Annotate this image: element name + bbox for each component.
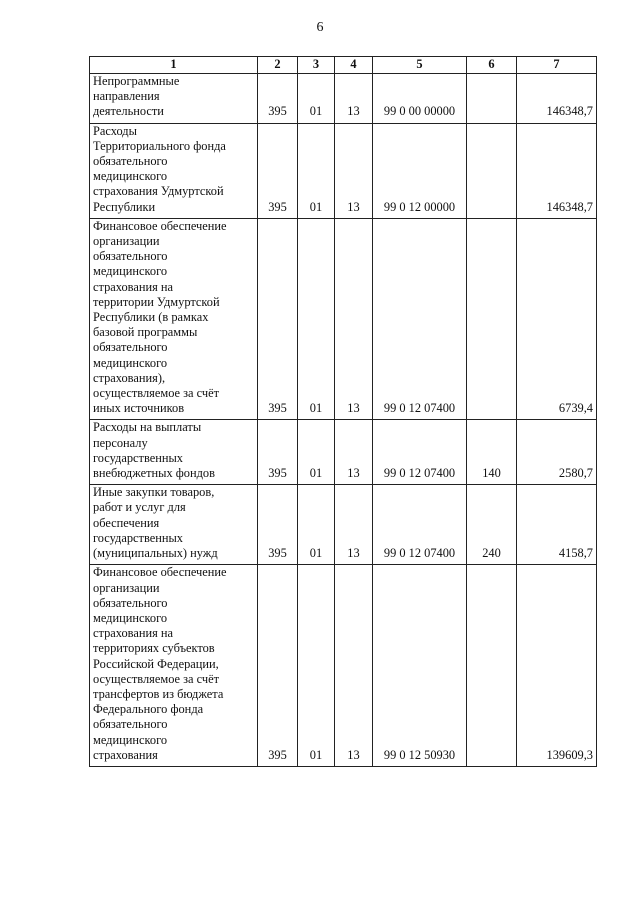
row-name-line: страхования	[93, 747, 158, 762]
amount-cell: 4158,7	[517, 485, 597, 565]
row-name-line: Территориального фонда	[93, 138, 226, 153]
admin-code-cell: 395	[258, 565, 298, 767]
row-name-line: медицинского	[93, 169, 168, 184]
admin-code-cell: 395	[258, 218, 298, 420]
row-name-line: внебюджетных фондов	[93, 466, 215, 481]
row-name-line: организации	[93, 580, 160, 595]
admin-code-cell: 395	[258, 485, 298, 565]
target-article-cell: 99 0 12 50930	[373, 565, 467, 767]
row-name-line: работ и услуг для	[93, 500, 186, 515]
row-name-line: медицинского	[93, 355, 168, 370]
col-header-5: 5	[373, 57, 467, 74]
row-name-cell	[90, 420, 258, 485]
subsection-cell: 13	[335, 420, 373, 485]
target-article-cell: 99 0 12 07400	[373, 218, 467, 420]
expense-type-cell	[467, 218, 517, 420]
table-row	[90, 123, 597, 218]
row-name-line: Финансовое обеспечение	[93, 565, 227, 580]
col-header-7: 7	[517, 57, 597, 74]
row-name-line: направления	[93, 89, 160, 104]
amount-cell: 139609,3	[517, 565, 597, 767]
row-name-line: деятельности	[93, 104, 164, 119]
expense-type-cell	[467, 74, 517, 124]
row-name-line: территориях субъектов	[93, 641, 215, 656]
amount-cell: 2580,7	[517, 420, 597, 485]
admin-code-cell: 395	[258, 123, 298, 218]
table-row	[90, 218, 597, 420]
row-name-line: Республики	[93, 199, 156, 214]
section-cell: 01	[298, 485, 335, 565]
expense-type-cell: 140	[467, 420, 517, 485]
header-row	[90, 57, 597, 74]
row-name-line: Иные закупки товаров,	[93, 485, 215, 500]
admin-code-cell: 395	[258, 74, 298, 124]
target-article-cell: 99 0 12 07400	[373, 485, 467, 565]
row-name-line: страхования Удмуртской	[93, 184, 224, 199]
row-name-line: Финансовое обеспечение	[93, 218, 227, 233]
table-row	[90, 485, 597, 565]
row-name-line: государственных	[93, 530, 184, 545]
amount-cell: 146348,7	[517, 74, 597, 124]
subsection-cell: 13	[335, 485, 373, 565]
section-cell: 01	[298, 420, 335, 485]
table-body	[90, 74, 597, 767]
row-name-line: иных источников	[93, 401, 185, 416]
row-name-line: страхования на	[93, 626, 174, 641]
expense-type-cell: 240	[467, 485, 517, 565]
col-header-4: 4	[335, 57, 373, 74]
subsection-cell: 13	[335, 123, 373, 218]
row-name-line: обязательного	[93, 154, 168, 169]
table-header	[90, 57, 597, 74]
target-article-cell: 99 0 12 07400	[373, 420, 467, 485]
row-name-line: Непрограммные	[93, 74, 180, 88]
row-name-line: страхования на	[93, 279, 174, 294]
row-name-cell	[90, 565, 258, 767]
row-name-line: осуществляемое за счёт	[93, 386, 220, 401]
col-header-1: 1	[90, 57, 258, 74]
row-name-line: медицинского	[93, 610, 168, 625]
row-name-line: Расходы на выплаты	[93, 420, 202, 435]
expense-type-cell	[467, 565, 517, 767]
row-name-line: (муниципальных) нужд	[93, 546, 218, 561]
row-name-cell	[90, 74, 258, 124]
target-article-cell: 99 0 00 00000	[373, 74, 467, 124]
row-name-cell	[90, 123, 258, 218]
row-name-line: персоналу	[93, 435, 148, 450]
row-name-line: страхования),	[93, 370, 166, 385]
row-name-line: Республики (в рамках	[93, 310, 209, 325]
row-name-line: Федерального фонда	[93, 702, 204, 717]
row-name-line: осуществляемое за счёт	[93, 671, 220, 686]
subsection-cell: 13	[335, 565, 373, 767]
col-header-6: 6	[467, 57, 517, 74]
row-name-line: обеспечения	[93, 515, 160, 530]
row-name-line: Расходы	[93, 123, 137, 138]
row-name-line: обязательного	[93, 340, 168, 355]
row-name-line: обязательного	[93, 595, 168, 610]
section-cell: 01	[298, 565, 335, 767]
row-name-line: медицинского	[93, 264, 168, 279]
budget-table	[89, 56, 597, 767]
target-article-cell: 99 0 12 00000	[373, 123, 467, 218]
amount-cell: 146348,7	[517, 123, 597, 218]
section-cell: 01	[298, 218, 335, 420]
row-name-line: обязательного	[93, 717, 168, 732]
expense-type-cell	[467, 123, 517, 218]
amount-cell: 6739,4	[517, 218, 597, 420]
table-row	[90, 565, 597, 767]
row-name-line: Российской Федерации,	[93, 656, 219, 671]
section-cell: 01	[298, 123, 335, 218]
subsection-cell: 13	[335, 74, 373, 124]
table-row	[90, 420, 597, 485]
row-name-line: трансфертов из бюджета	[93, 686, 224, 701]
row-name-line: обязательного	[93, 249, 168, 264]
row-name-line: базовой программы	[93, 325, 198, 340]
admin-code-cell: 395	[258, 420, 298, 485]
subsection-cell: 13	[335, 218, 373, 420]
col-header-3: 3	[298, 57, 335, 74]
row-name-line: организации	[93, 234, 160, 249]
section-cell: 01	[298, 74, 335, 124]
row-name-cell	[90, 485, 258, 565]
col-header-2: 2	[258, 57, 298, 74]
row-name-cell	[90, 218, 258, 420]
page-number: 6	[316, 20, 324, 35]
row-name-line: медицинского	[93, 732, 168, 747]
row-name-line: территории Удмуртской	[93, 294, 220, 309]
table-row	[90, 74, 597, 124]
row-name-line: государственных	[93, 450, 184, 465]
